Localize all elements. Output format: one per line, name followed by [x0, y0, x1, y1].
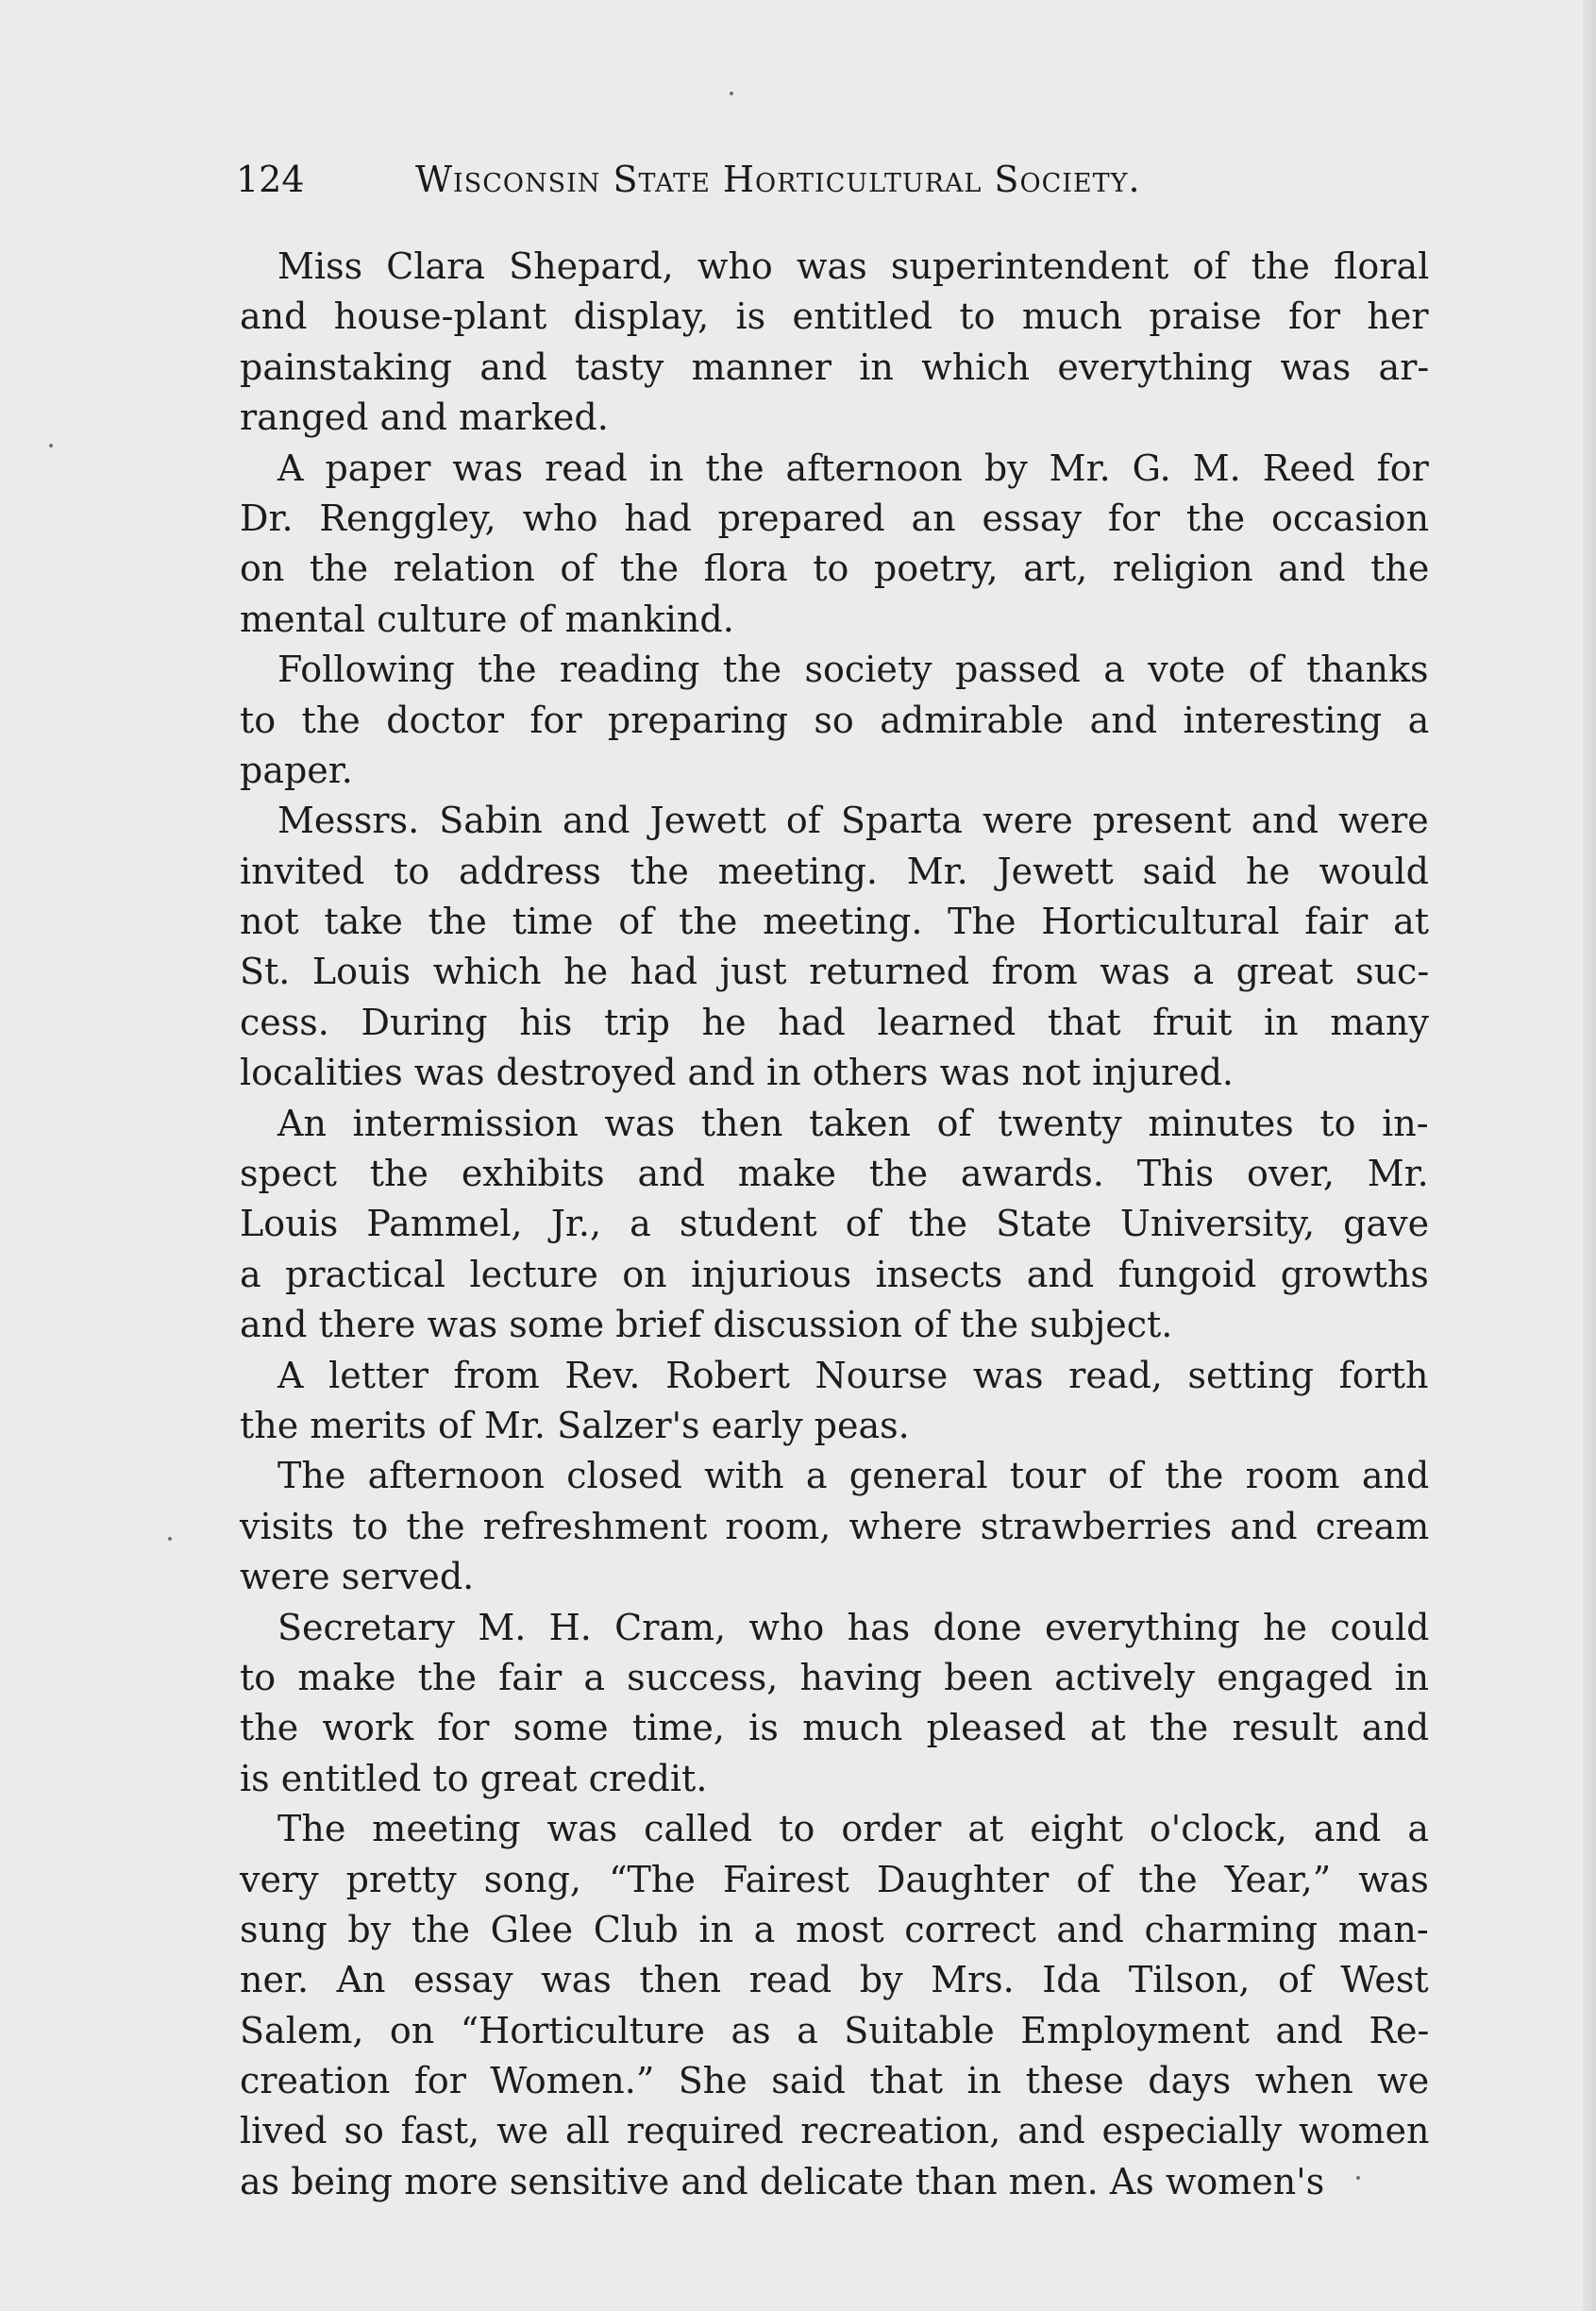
paragraph: [240, 1351, 1429, 1452]
page-header: [236, 151, 1284, 208]
text-line: St. Louis which he had just returned from was a great suc-: [240, 951, 1430, 993]
text-line: Salem, on “Horticulture as a Suitable Employment and Re-: [240, 2009, 1430, 2051]
text-line: the merits of Mr. Salzer's early peas.: [240, 1404, 910, 1446]
text-line: Messrs. Sabin and Jewett of Sparta were present and were: [277, 800, 1429, 842]
text-line: localities was destroyed and in others was not injured.: [240, 1052, 1235, 1094]
text-line: Dr. Renggley, who had prepared an essay for the occasion: [240, 497, 1430, 539]
text-line: and house-plant display, is entitled to much praise for her: [240, 295, 1429, 338]
text-line: ranged and marked.: [240, 396, 609, 439]
text-line: invited to address the meeting. Mr. Jewett said he would: [240, 850, 1429, 892]
scan-speck: [168, 1537, 172, 1541]
text-line: sung by the Glee Club in a most correct and charming man-: [240, 1908, 1429, 1950]
text-line: to the doctor for preparing so admirable and interesting a: [240, 699, 1430, 741]
paragraph: [240, 1804, 1429, 2207]
running-title: Wisconsin State Horticultural Society.: [415, 159, 1141, 200]
text-line: on the relation of the flora to poetry, art, religion and the: [240, 548, 1430, 590]
text-line: ner. An essay was then read by Mrs. Ida Tilson, of West: [240, 1959, 1429, 2001]
scan-speck: [730, 92, 733, 95]
text-line: were served.: [240, 1556, 475, 1598]
paragraph: [240, 1451, 1429, 1602]
text-line: paper.: [240, 749, 353, 791]
text-line: as being more sensitive and delicate than men. As women's: [240, 2160, 1325, 2202]
text-line: A paper was read in the afternoon by Mr. G. M. Reed for: [277, 447, 1429, 489]
text-line: lived so fast, we all required recreation, and especially women: [240, 2110, 1430, 2152]
text-line: visits to the refreshment room, where strawberries and cream: [240, 1505, 1430, 1547]
text-line: very pretty song, “The Fairest Daughter of the Year,” was: [240, 1858, 1429, 1900]
text-line: The meeting was called to order at eight o'clock, and a: [277, 1808, 1430, 1850]
text-line: mental culture of mankind.: [240, 598, 734, 640]
scan-edge: [1583, 0, 1596, 2311]
text-line: A letter from Rev. Robert Nourse was read, setting forth: [277, 1354, 1429, 1396]
text-line: spect the exhibits and make the awards. This over, Mr.: [240, 1153, 1429, 1195]
paragraph: [240, 796, 1429, 1098]
text-line: Secretary M. H. Cram, who has done everything he could: [277, 1606, 1430, 1648]
scan-speck: [49, 444, 53, 447]
text-line: An intermission was then taken of twenty minutes to in-: [277, 1102, 1429, 1144]
text-line: painstaking and tasty manner in which everything was ar-: [240, 346, 1430, 388]
text-line: Miss Clara Shepard, who was superintendent of the floral: [277, 245, 1430, 287]
text-line: and there was some brief discussion of the subject.: [240, 1304, 1173, 1346]
text-line: Following the reading the society passed a vote of thanks: [277, 649, 1429, 691]
page-number: 124: [236, 159, 305, 200]
paragraph: [240, 242, 1429, 444]
text-line: creation for Women.” She said that in these days when we: [240, 2060, 1430, 2102]
text-line: to make the fair a success, having been actively engaged in: [240, 1656, 1430, 1698]
paragraph: [240, 1603, 1429, 1805]
text-line: cess. During his trip he had learned that fruit in many: [240, 1001, 1429, 1043]
text-line: a practical lecture on injurious insects and fungoid growths: [240, 1253, 1429, 1295]
text-line: The afternoon closed with a general tour of the room and: [277, 1455, 1430, 1497]
paragraph: [240, 1099, 1429, 1351]
text-line: is entitled to great credit.: [240, 1757, 708, 1799]
text-line: Louis Pammel, Jr., a student of the State University, gave: [240, 1203, 1430, 1245]
text-line: the work for some time, is much pleased at the result and: [240, 1707, 1430, 1749]
text-line: not take the time of the meeting. The Horticultural fair at: [240, 901, 1430, 943]
paragraph: [240, 444, 1429, 646]
body-text: [240, 242, 1429, 2207]
paragraph: [240, 645, 1429, 796]
